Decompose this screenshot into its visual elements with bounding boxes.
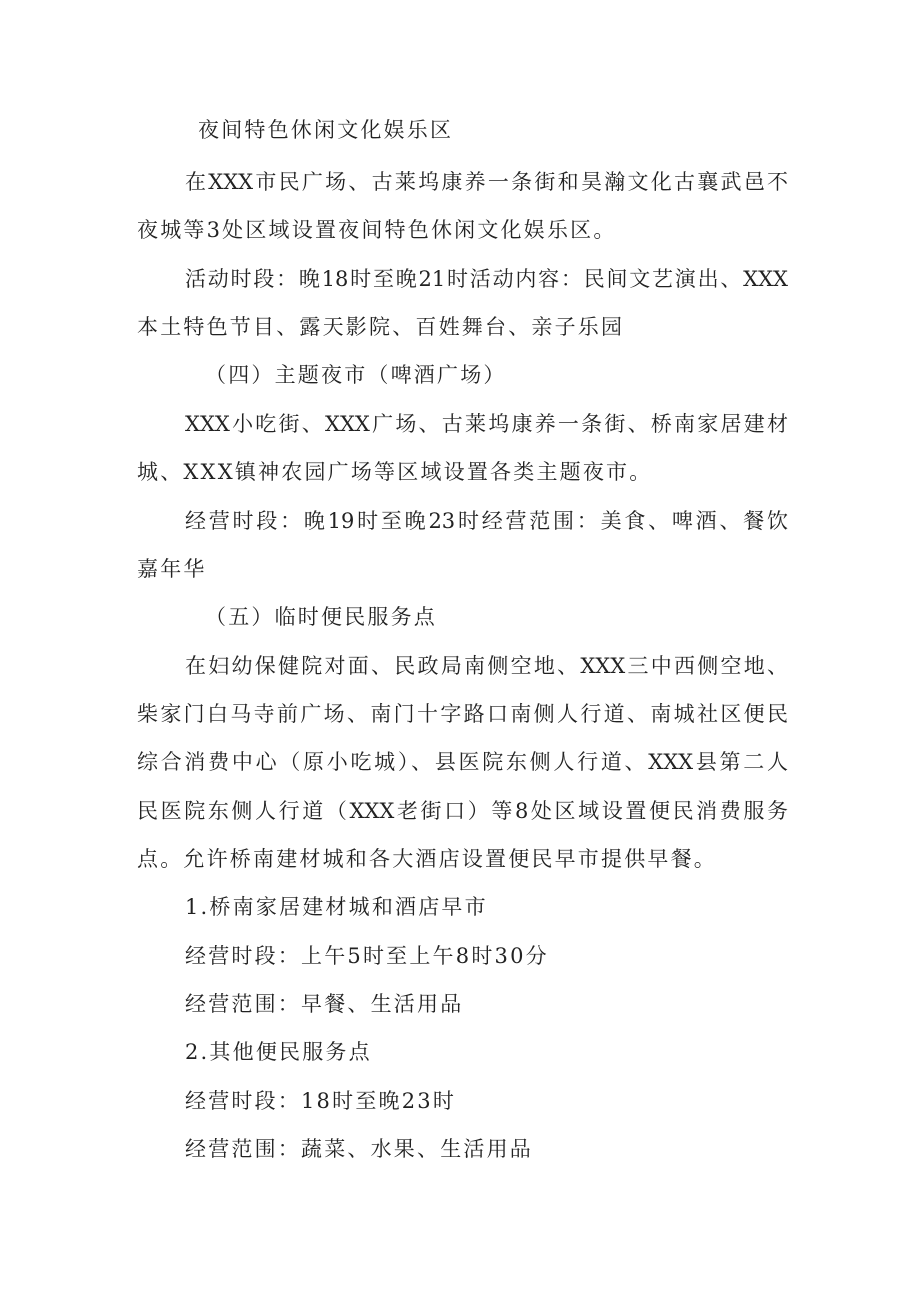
market-item-2-title: 2.其他便民服务点 (185, 1040, 372, 1064)
market-item-2-hours: 经营时段：18时至晚23时 (185, 1089, 457, 1113)
night-area-activity-line-2: 本土特色节目、露天影院、百姓舞台、亲子乐园 (137, 315, 625, 339)
night-area-paragraph-line-2: 夜城等3处区域设置夜间特色休闲文化娱乐区。 (137, 218, 617, 242)
service-points-paragraph-line-4: 民医院东侧人行道（XXX老街口）等8处区域设置便民消费服务 (137, 799, 788, 823)
market-item-1-title: 1.桥南家居建材城和酒店早市 (185, 895, 488, 919)
theme-market-heading: （四）主题夜市（啤酒广场） (205, 363, 507, 387)
service-points-paragraph-line-1: 在妇幼保健院对面、民政局南侧空地、XXX三中西侧空地、 (185, 654, 788, 678)
market-item-1-hours: 经营时段：上午5时至上午8时30分 (185, 944, 549, 968)
theme-market-paragraph-line-2: 城、XXX镇神农园广场等区域设置各类主题夜市。 (137, 460, 653, 484)
night-area-activity-line-1: 活动时段：晚18时至晚21时活动内容：民间文艺演出、XXX (185, 267, 788, 291)
service-points-paragraph-line-5: 点。允许桥南建材城和各大酒店设置便民早市提供早餐。 (137, 847, 717, 871)
night-area-paragraph-line-1: 在XXX市民广场、古莱坞康养一条街和昊瀚文化古襄武邑不 (185, 170, 788, 194)
night-area-heading: 夜间特色休闲文化娱乐区 (198, 118, 454, 142)
theme-market-hours-line-1: 经营时段：晚19时至晚23时经营范围：美食、啤酒、餐饮 (185, 509, 788, 533)
service-points-paragraph-line-3: 综合消费中心（原小吃城）、县医院东侧人行道、XXX县第二人 (137, 750, 788, 774)
market-item-2-scope: 经营范围：蔬菜、水果、生活用品 (185, 1137, 533, 1161)
market-item-1-scope: 经营范围：早餐、生活用品 (185, 992, 464, 1016)
theme-market-paragraph-line-1: XXX小吃街、XXX广场、古莱坞康养一条街、桥南家居建材 (185, 412, 788, 436)
theme-market-hours-line-2: 嘉年华 (137, 557, 207, 581)
service-points-paragraph-line-2: 柴家门白马寺前广场、南门十字路口南侧人行道、南城社区便民 (137, 702, 788, 726)
service-points-heading: （五）临时便民服务点 (205, 605, 437, 629)
